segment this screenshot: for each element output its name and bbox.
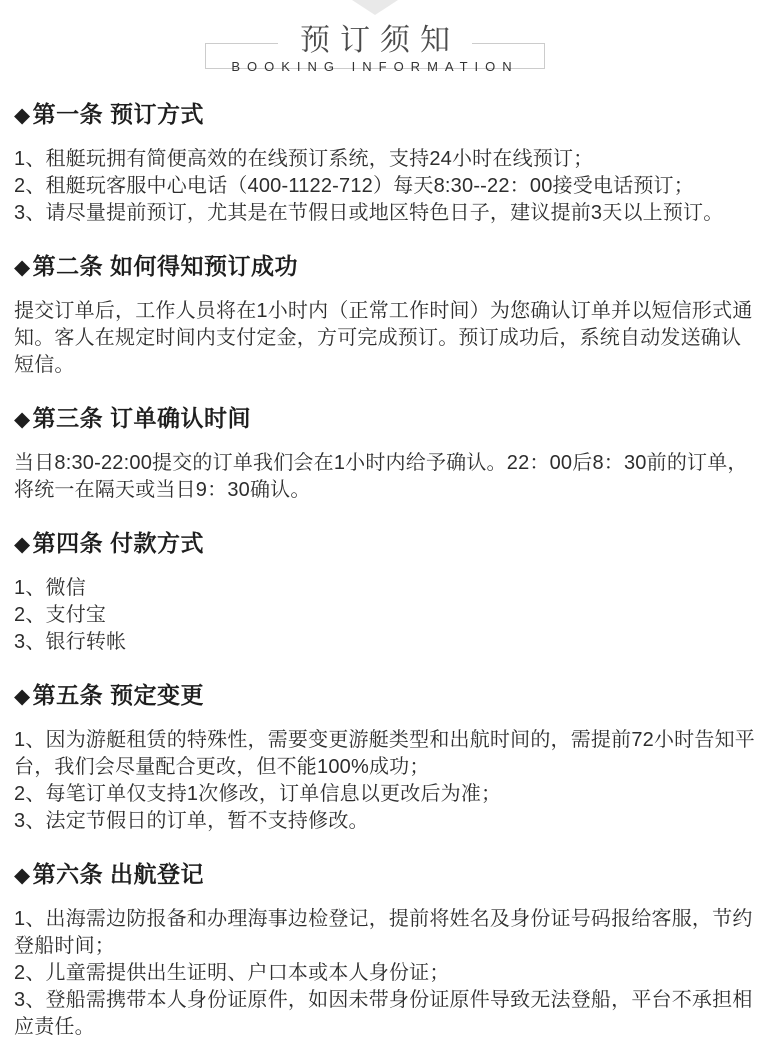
section-title-text: 第四条 付款方式 <box>32 530 205 556</box>
section-title-text: 第一条 预订方式 <box>32 101 205 127</box>
list-item: 3、银行转帐 <box>14 631 127 653</box>
section-title <box>14 99 756 131</box>
list-item: 3、登船需携带本人身份证原件，如因未带身份证原件导致无法登船，平台不承担相应责任。 <box>14 989 753 1038</box>
list-item: 1、微信 <box>14 577 86 599</box>
section-title <box>14 528 756 560</box>
section-title <box>14 403 756 435</box>
list-item: 2、支付宝 <box>14 604 107 626</box>
section-title-text: 第六条 出航登记 <box>32 861 205 887</box>
list-item: 2、儿童需提供出生证明、户口本或本人身份证； <box>14 962 450 984</box>
section-order-confirmation-time <box>14 403 756 504</box>
list-item: 1、出海需边防报备和办理海事边检登记，提前将姓名及身份证号码报给客服，节约登船时间； <box>14 908 753 957</box>
section-title <box>14 251 756 283</box>
diamond-icon: ◆ <box>14 256 31 279</box>
title-frame <box>205 24 545 75</box>
diamond-icon: ◆ <box>14 685 31 708</box>
page-title: 预订须知 <box>278 23 472 59</box>
section-departure-registration <box>14 859 756 1041</box>
diamond-icon: ◆ <box>14 864 31 887</box>
section-title-text: 第三条 订单确认时间 <box>32 405 252 431</box>
section-booking-changes <box>14 680 756 835</box>
section-payment-method <box>14 528 756 656</box>
section-title <box>14 680 756 712</box>
page-header <box>0 0 770 75</box>
section-title-text: 第二条 如何得知预订成功 <box>32 253 299 279</box>
diamond-icon: ◆ <box>14 408 31 431</box>
triangle-down-icon <box>352 0 398 15</box>
list-item: 3、请尽量提前预订，尤其是在节假日或地区特色日子，建议提前3天以上预订。 <box>14 202 724 224</box>
diamond-icon: ◆ <box>14 104 31 127</box>
section-booking-method <box>14 99 756 227</box>
list-item: 1、租艇玩拥有简便高效的在线预订系统，支持24小时在线预订； <box>14 148 594 170</box>
diamond-icon: ◆ <box>14 533 31 556</box>
list-item: 3、法定节假日的订单，暂不支持修改。 <box>14 810 369 832</box>
list-item: 2、每笔订单仅支持1次修改，订单信息以更改后为准； <box>14 783 502 805</box>
section-title <box>14 859 756 891</box>
list-item: 1、因为游艇租赁的特殊性，需要变更游艇类型和出航时间的，需提前72小时告知平台，我们会尽量配合更改，但不能100%成功； <box>14 729 755 778</box>
section-booking-confirmation <box>14 251 756 379</box>
content <box>0 99 770 1041</box>
page-subtitle: BOOKING INFORMATION <box>231 59 519 74</box>
section-title-text: 第五条 预定变更 <box>32 682 205 708</box>
paragraph: 当日8:30-22:00提交的订单我们会在1小时内给予确认。22：00后8：30前的订单，将统一在隔天或当日9：30确认。 <box>14 452 748 501</box>
list-item: 2、租艇玩客服中心电话（400-1122-712）每天8:30--22：00接受电话预订； <box>14 175 694 197</box>
paragraph: 提交订单后，工作人员将在1小时内（正常工作时间）为您确认订单并以短信形式通知。客人在规定时间内支付定金，方可完成预订。预订成功后，系统自动发送确认短信。 <box>14 300 753 376</box>
